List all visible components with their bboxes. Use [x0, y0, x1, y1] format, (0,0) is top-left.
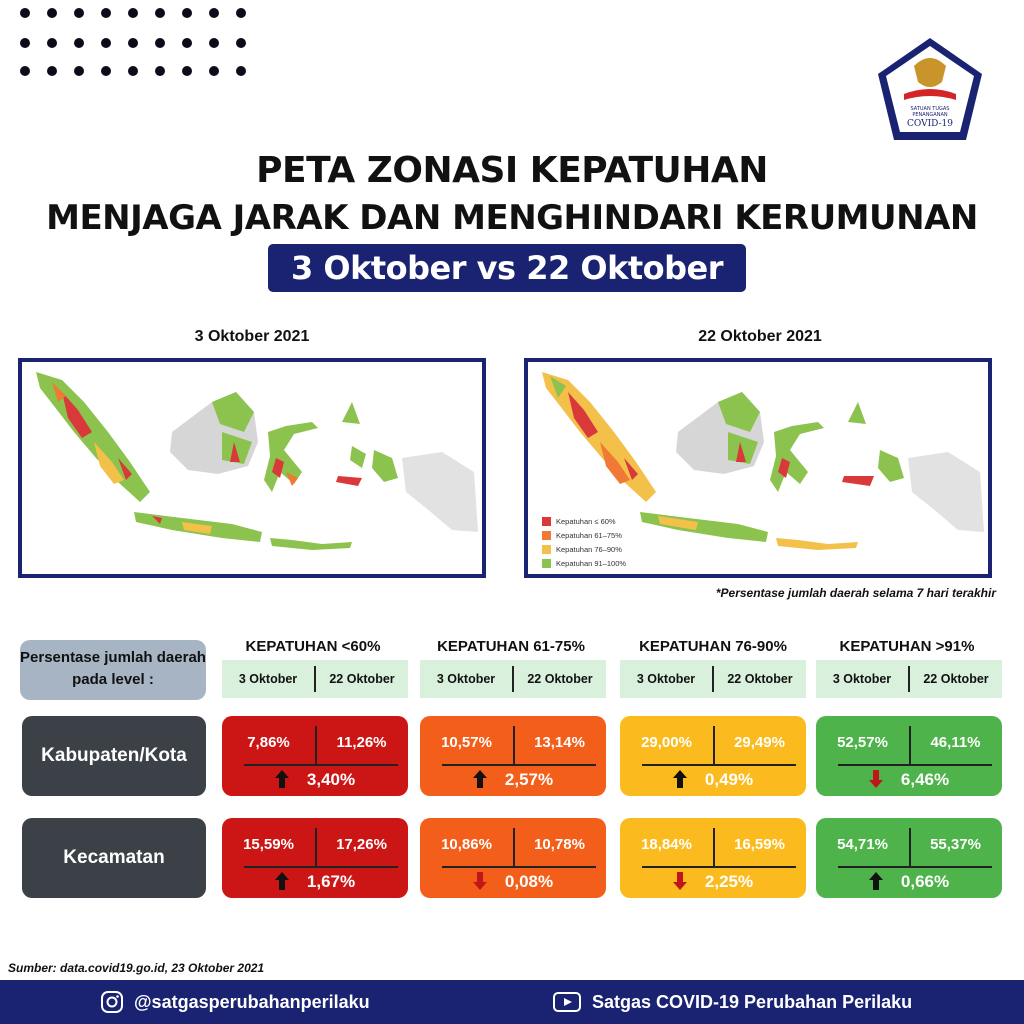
dot: [236, 8, 246, 18]
dot: [155, 38, 165, 48]
column-header-1: KEPATUHAN <60%: [245, 638, 381, 655]
footer-bar: [0, 980, 1024, 1024]
source-text: Sumber: data.covid19.go.id, 23 Oktober 2021: [8, 961, 265, 975]
dot: [236, 38, 246, 48]
data-cell: [620, 716, 806, 796]
value-22-oktober: 16,59%: [734, 836, 785, 853]
cell-rule: [838, 866, 992, 868]
dot: [182, 66, 192, 76]
column-subheader-2: [420, 660, 606, 698]
dot: [101, 38, 111, 48]
subheader-date-b: 22 Oktober: [727, 672, 793, 686]
value-22-oktober: 17,26%: [336, 836, 387, 853]
arrow-up-icon: [473, 770, 487, 788]
value-22-oktober: 29,49%: [734, 734, 785, 751]
dot: [74, 8, 84, 18]
dot: [47, 66, 57, 76]
instagram-link[interactable]: [100, 990, 370, 1014]
delta-row: [816, 770, 1002, 790]
instagram-handle: @satgasperubahanperilaku: [134, 991, 370, 1012]
dot: [74, 38, 84, 48]
youtube-link[interactable]: [552, 990, 912, 1014]
delta-row: [222, 770, 408, 790]
column-subheader-4: [816, 660, 1002, 698]
cell-rule: [642, 866, 796, 868]
delta-value: 0,08%: [504, 872, 554, 891]
cell-rule: [442, 764, 596, 766]
value-22-oktober: 55,37%: [930, 836, 981, 853]
legend-item: Kepatuhan 61–75%: [542, 528, 626, 542]
row-label-kecamatan: Kecamatan: [22, 818, 206, 898]
delta-value: 2,25%: [704, 872, 754, 891]
delta-value: 6,46%: [900, 770, 950, 789]
arrow-down-icon: [869, 770, 883, 788]
delta-value: 2,57%: [504, 770, 554, 789]
dot: [128, 8, 138, 18]
value-22-oktober: 13,14%: [534, 734, 585, 751]
row-label-kabupaten: Kabupaten/Kota: [22, 716, 206, 796]
arrow-up-icon: [869, 872, 883, 890]
arrow-up-icon: [673, 770, 687, 788]
delta-row: [816, 872, 1002, 892]
column-header-2: KEPATUHAN 61-75%: [437, 638, 585, 655]
delta-row: [222, 872, 408, 892]
subheader-date-a: 3 Oktober: [238, 672, 298, 686]
arrow-down-icon: [473, 872, 487, 890]
arrow-down-icon: [673, 872, 687, 890]
dot: [20, 8, 30, 18]
dot: [101, 66, 111, 76]
dot: [128, 66, 138, 76]
delta-value: 0,49%: [704, 770, 754, 789]
cell-rule: [642, 764, 796, 766]
data-cell: [420, 818, 606, 898]
satgas-logo: [874, 36, 986, 144]
value-22-oktober: 46,11%: [930, 734, 981, 751]
dot: [155, 8, 165, 18]
value-22-oktober: 10,78%: [534, 836, 585, 853]
delta-row: [420, 872, 606, 892]
subheader-date-b: 22 Oktober: [329, 672, 395, 686]
subheader-date-b: 22 Oktober: [527, 672, 593, 686]
value-3-oktober: 7,86%: [247, 734, 290, 751]
dot: [182, 38, 192, 48]
cell-rule: [244, 866, 398, 868]
value-3-oktober: 10,57%: [441, 734, 492, 751]
subheader-date-a: 3 Oktober: [832, 672, 892, 686]
delta-value: 3,40%: [306, 770, 356, 789]
legend-item: Kepatuhan ≤ 60%: [542, 514, 626, 528]
arrow-up-icon: [275, 872, 289, 890]
map-22-oktober: [524, 358, 992, 578]
svg-text:COVID-19: COVID-19: [906, 119, 954, 129]
column-subheader-3: [620, 660, 806, 698]
cell-rule: [442, 866, 596, 868]
cell-rule: [838, 764, 992, 766]
dot: [128, 38, 138, 48]
data-cell: [816, 818, 1002, 898]
column-header-4: KEPATUHAN >91%: [839, 638, 975, 655]
subheader-date-b: 22 Oktober: [923, 672, 989, 686]
map-left-label: 3 Oktober 2021: [194, 328, 310, 345]
title-line-1: PETA ZONASI KEPATUHAN: [256, 150, 768, 191]
dot: [155, 66, 165, 76]
svg-text:SATUAN TUGAS: SATUAN TUGAS: [910, 106, 950, 112]
delta-value: 0,66%: [900, 872, 950, 891]
subheader-date-a: 3 Oktober: [636, 672, 696, 686]
map-right-label: 22 Oktober 2021: [698, 328, 822, 345]
youtube-channel: Satgas COVID-19 Perubahan Perilaku: [592, 991, 913, 1012]
value-3-oktober: 52,57%: [837, 734, 888, 751]
map-legend: [542, 514, 626, 570]
cell-rule: [244, 764, 398, 766]
data-cell: [222, 716, 408, 796]
value-3-oktober: 29,00%: [641, 734, 692, 751]
table-header-label: Persentase jumlah daerah pada level :: [20, 640, 206, 700]
dot: [101, 8, 111, 18]
column-header-3: KEPATUHAN 76-90%: [639, 638, 787, 655]
legend-item: Kepatuhan 91–100%: [542, 556, 626, 570]
dot: [20, 66, 30, 76]
dot: [209, 8, 219, 18]
data-cell: [620, 818, 806, 898]
delta-row: [620, 770, 806, 790]
youtube-icon: [552, 990, 582, 1014]
legend-item: Kepatuhan 76–90%: [542, 542, 626, 556]
arrow-up-icon: [275, 770, 289, 788]
dot: [209, 38, 219, 48]
map-3-oktober: [18, 358, 486, 578]
indonesia-map-left: [22, 362, 482, 574]
dot: [47, 38, 57, 48]
footnote: *Persentase jumlah daerah selama 7 hari terakhir: [715, 586, 996, 600]
title-line-2: MENJAGA JARAK DAN MENGHINDARI KERUMUNAN: [46, 198, 978, 238]
data-cell: [222, 818, 408, 898]
data-cell: [816, 716, 1002, 796]
value-22-oktober: 11,26%: [336, 734, 387, 751]
dot: [47, 8, 57, 18]
value-3-oktober: 10,86%: [441, 836, 492, 853]
dot: [20, 38, 30, 48]
value-3-oktober: 18,84%: [641, 836, 692, 853]
data-cell: [420, 716, 606, 796]
dot: [74, 66, 84, 76]
value-3-oktober: 15,59%: [243, 836, 294, 853]
delta-value: 1,67%: [306, 872, 356, 891]
subheader-date-a: 3 Oktober: [436, 672, 496, 686]
delta-row: [620, 872, 806, 892]
dot: [236, 66, 246, 76]
column-subheader-1: [222, 660, 408, 698]
dot: [182, 8, 192, 18]
delta-row: [420, 770, 606, 790]
dot: [209, 66, 219, 76]
date-range-badge: 3 Oktober vs 22 Oktober: [268, 244, 746, 292]
instagram-icon: [100, 990, 124, 1014]
svg-text:PENANGANAN: PENANGANAN: [912, 112, 948, 118]
value-3-oktober: 54,71%: [837, 836, 888, 853]
decorative-dots: [10, 0, 280, 80]
